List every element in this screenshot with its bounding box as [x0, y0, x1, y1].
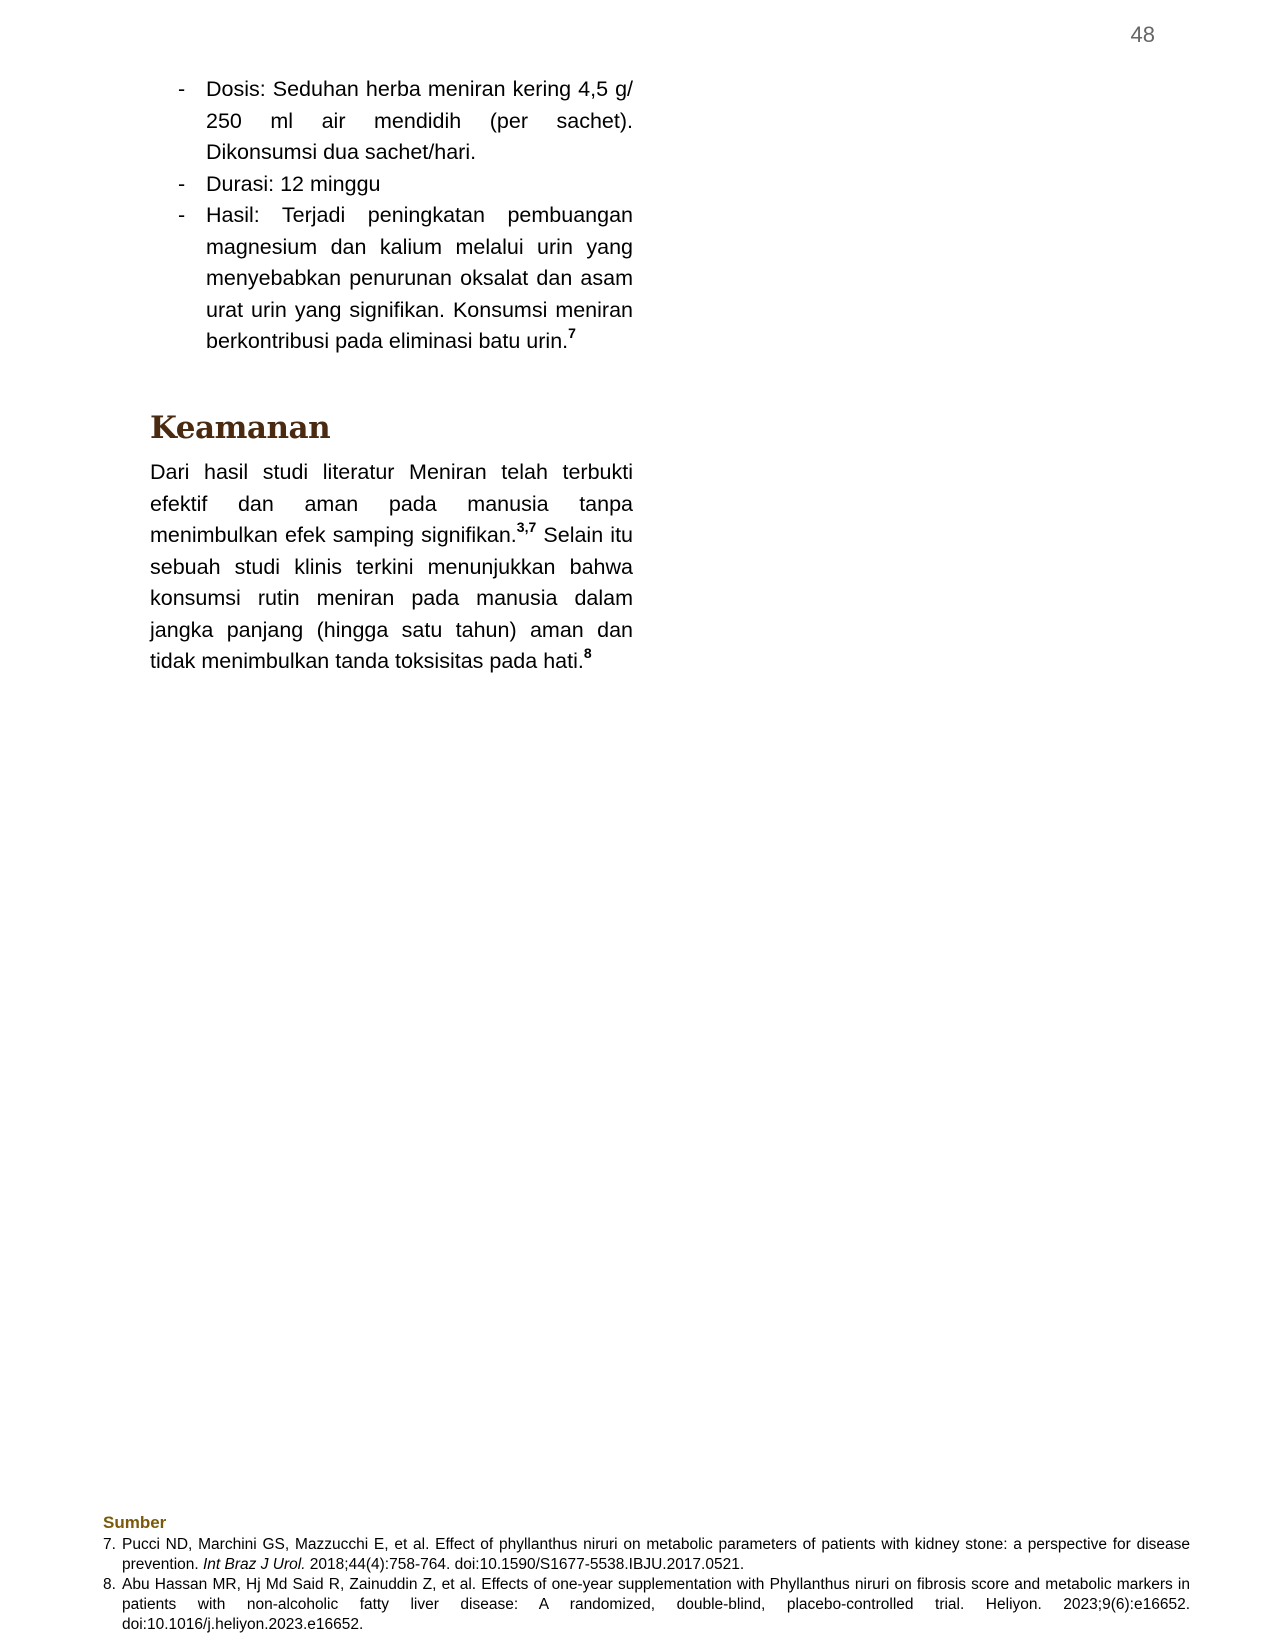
page-number: 48: [1130, 22, 1155, 47]
bullet-item-durasi: [178, 169, 633, 201]
bullet-item-hasil: [178, 200, 633, 358]
section-heading-keamanan: Keamanan: [150, 410, 331, 446]
dosage-bullet-list: [178, 74, 633, 358]
paragraph-text-part-2: Selain itu sebuah studi klinis terkini menunjukkan bahwa konsumsi rutin meniran pada manusia dalam jangka panjang (hingga satu tahun) aman dan tidak menimbulkan tanda toksisitas pada hati.: [150, 523, 634, 673]
bullet-item-dosis: [178, 74, 633, 169]
journal-name: Int Braz J Urol.: [203, 1556, 306, 1573]
reference-text: 2018;44(4):758-764. doi:10.1590/S1677-5538.IBJU.2017.0521.: [305, 1556, 745, 1573]
citation-superscript: 7: [568, 324, 576, 341]
reference-item-7: [103, 1535, 1190, 1575]
reference-text: Pucci ND, Marchini GS, Mazzucchi E, et al. Effect of phyllanthus niruri on metabolic parameters of patients with kidney stone: a perspective for disease prevention.: [122, 1536, 1190, 1573]
bullet-text: Durasi: 12 minggu: [206, 171, 381, 196]
paragraph-text-part-1: Dari hasil studi literatur Meniran telah terbukti efektif dan aman pada manusia tanpa menimbulkan efek samping signifikan.: [150, 460, 633, 547]
reference-number: 7.: [103, 1536, 116, 1553]
reference-text: Abu Hassan MR, Hj Md Said R, Zainuddin Z, et al. Effects of one-year supplementation with Phyllanthus niruri on fibrosis score and metabolic markers in patients with non-alcoholic fatty liver disease: A randomized, double-blind, placebo-controlled trial. Heliyon. 2023;9(6):e16652. doi:10.1016/j.heliyon.2023.e16652.: [122, 1576, 1190, 1633]
bullet-dash: -: [178, 77, 186, 101]
sources-heading: Sumber: [103, 1513, 167, 1532]
citation-superscript: 8: [583, 644, 592, 661]
bullet-text: Hasil: Terjadi peningkatan pembuangan magnesium dan kalium melalui urin yang menyebabkan penurunan oksalat dan asam urat urin yang signifikan. Konsumsi meniran berkontribusi pada eliminasi batu urin.: [206, 203, 633, 353]
bullet-dash: -: [178, 171, 186, 196]
reference-number: 8.: [103, 1576, 116, 1593]
keamanan-paragraph: [150, 457, 633, 678]
citation-superscript: 3,7: [516, 518, 537, 535]
bullet-text: Dosis: Seduhan herba meniran kering 4,5 g/ 250 ml air mendidih (per sachet). Dikonsumsi dua sachet/hari.: [206, 77, 633, 164]
bullet-dash: -: [178, 203, 186, 227]
sources-footnote: [103, 1513, 1190, 1635]
reference-item-8: [103, 1575, 1190, 1635]
reference-list: [103, 1535, 1190, 1635]
